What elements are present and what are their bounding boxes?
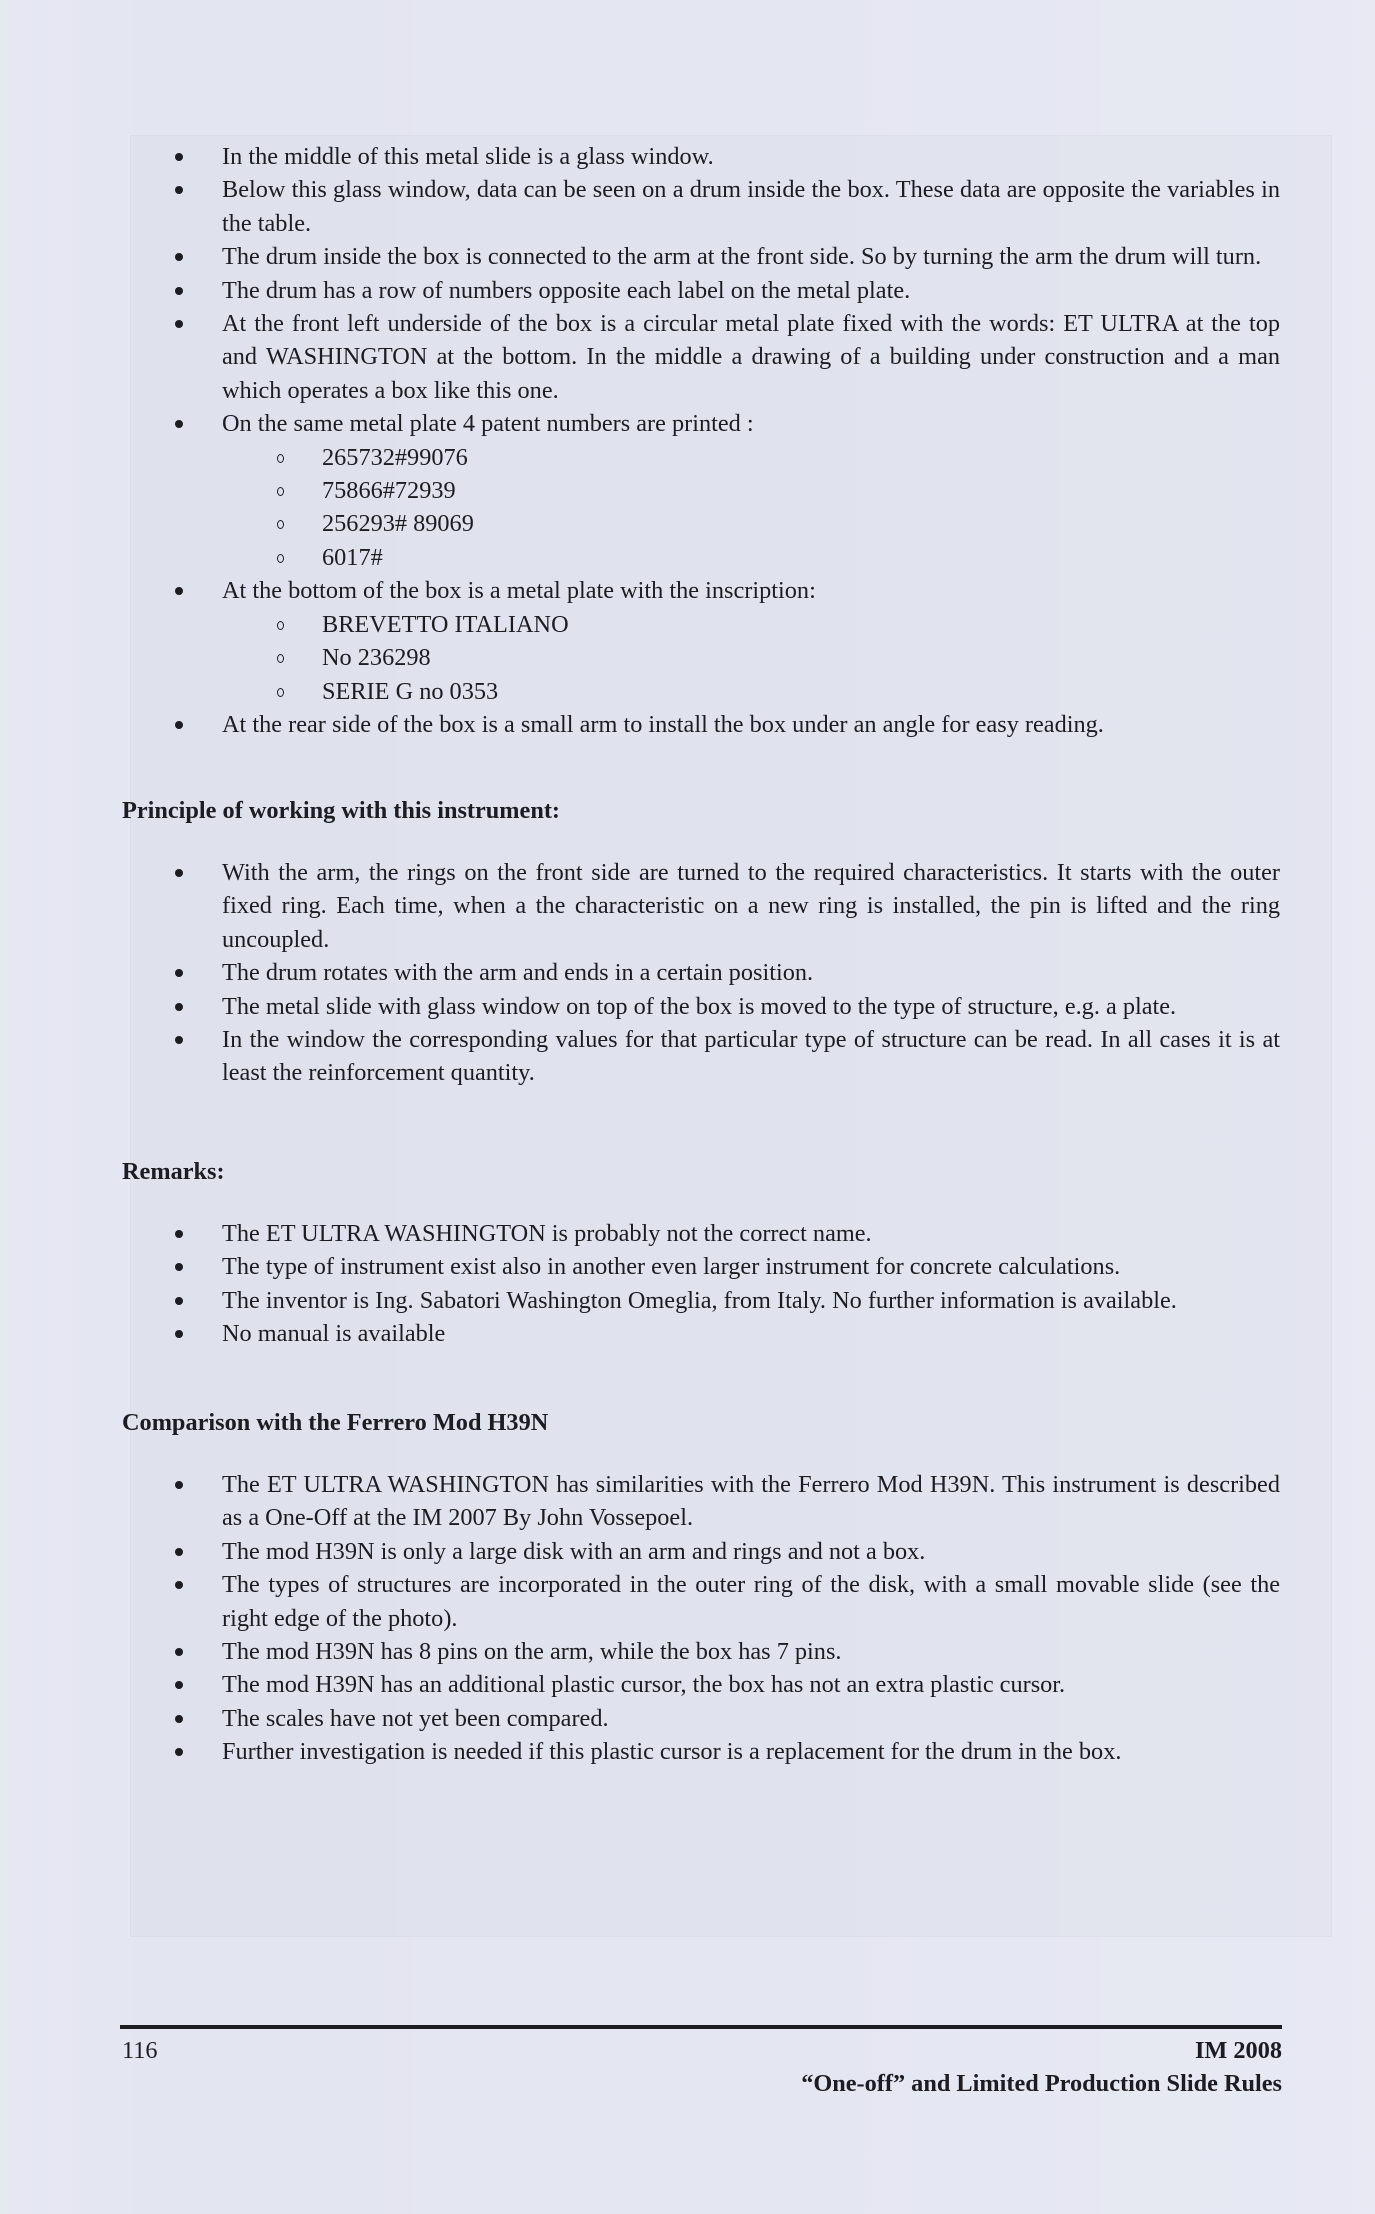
list-item [120, 1535, 1280, 1568]
sub-list-item [220, 474, 1280, 507]
patent-numbers-list [220, 441, 1280, 575]
list-item [120, 1284, 1280, 1317]
list-item [120, 1250, 1280, 1283]
principle-list [120, 856, 1280, 1090]
list-item-text: Further investigation is needed if this plastic cursor is a replacement for the drum in the box. [222, 1738, 1122, 1766]
section-heading-comparison: Comparison with the Ferrero Mod H39N [122, 1409, 549, 1436]
list-item [120, 956, 1280, 989]
inscription-line: BREVETTO ITALIANO [322, 610, 569, 638]
circle-bullet-icon [277, 654, 284, 663]
patent-number: 75866#72939 [322, 477, 456, 505]
circle-bullet-icon [277, 520, 284, 529]
list-item-text: On the same metal plate 4 patent numbers are printed : [222, 410, 754, 438]
list-item [120, 274, 1280, 307]
remarks-list [120, 1217, 1280, 1351]
bullet-icon [175, 1230, 183, 1238]
list-item-text: The mod H39N is only a large disk with an arm and rings and not a box. [222, 1537, 926, 1565]
patent-number: 265732#99076 [322, 443, 468, 471]
list-item [120, 1735, 1280, 1768]
list-item-text: In the window the corresponding values for that particular type of structure can be read. In all cases it is at least the reinforcement quantity. [222, 1026, 1280, 1087]
list-item-text: The drum has a row of numbers opposite each label on the metal plate. [222, 276, 911, 304]
list-item-text: At the rear side of the box is a small arm to install the box under an angle for easy reading. [222, 710, 1104, 738]
list-item [120, 1668, 1280, 1701]
sub-list-item [220, 541, 1280, 574]
list-item-text: The ET ULTRA WASHINGTON is probably not the correct name. [222, 1220, 872, 1247]
sub-list-item [220, 641, 1280, 674]
bullet-icon [175, 869, 183, 877]
bullet-icon [175, 1003, 183, 1011]
list-item [120, 1023, 1280, 1090]
bullet-icon [175, 1263, 183, 1271]
inscription-list [220, 608, 1280, 708]
list-item [120, 1217, 1280, 1250]
publication-title: IM 2008 [1194, 2037, 1282, 2064]
bullet-icon [175, 287, 183, 295]
sub-list-item [220, 675, 1280, 708]
patent-number: 6017# [322, 543, 383, 571]
list-item-text: In the middle of this metal slide is a glass window. [222, 143, 714, 170]
list-item [120, 1702, 1280, 1735]
page-number: 116 [122, 2037, 158, 2064]
list-item [120, 1635, 1280, 1668]
bullet-icon [175, 153, 183, 161]
list-item-text: The drum inside the box is connected to the arm at the front side. So by turning the arm the drum will turn. [222, 243, 1262, 271]
bullet-icon [175, 1748, 183, 1756]
list-item [120, 574, 1280, 708]
list-item [120, 173, 1280, 240]
bullet-icon [175, 1581, 183, 1589]
list-item [120, 307, 1280, 407]
bullet-icon [175, 1481, 183, 1489]
footer-divider [120, 2025, 1282, 2029]
intro-list [120, 140, 1280, 741]
circle-bullet-icon [277, 621, 284, 630]
sub-list-item [220, 507, 1280, 540]
list-item [120, 990, 1280, 1023]
bullet-icon [175, 1681, 183, 1689]
list-item [120, 1468, 1280, 1535]
bullet-icon [175, 1036, 183, 1044]
circle-bullet-icon [277, 487, 284, 496]
bullet-icon [175, 1297, 183, 1305]
list-item-text: The scales have not yet been compared. [222, 1704, 609, 1732]
sub-list-item [220, 441, 1280, 474]
list-item-text: Below this glass window, data can be seen on a drum inside the box. These data are opposite the variables in the table. [222, 176, 1280, 237]
list-item-text: No manual is available [222, 1320, 446, 1348]
list-item-text: With the arm, the rings on the front side are turned to the required characteristics. It starts with the outer fixed ring. Each time, when a the characteristic on a new ring is installed, the pin is lifted and the ring uncoupled. [222, 859, 1280, 953]
list-item [120, 856, 1280, 956]
inscription-line: No 236298 [322, 644, 431, 672]
list-item [120, 240, 1280, 273]
bullet-icon [175, 186, 183, 194]
section-heading-principle: Principle of working with this instrument: [122, 797, 561, 824]
list-item [120, 140, 1280, 173]
inscription-line: SERIE G no 0353 [322, 677, 499, 705]
list-item-text: The mod H39N has 8 pins on the arm, while the box has 7 pins. [222, 1638, 842, 1666]
bullet-icon [175, 320, 183, 328]
bullet-icon [175, 1715, 183, 1723]
list-item-text: The drum rotates with the arm and ends in a certain position. [222, 959, 814, 987]
list-item-text: The mod H39N has an additional plastic cursor, the box has not an extra plastic cursor. [222, 1671, 1066, 1699]
bullet-icon [175, 969, 183, 977]
footer-publication-block [801, 2034, 1282, 2100]
bullet-icon [175, 420, 183, 428]
comparison-list [120, 1468, 1280, 1769]
list-item-text: At the front left underside of the box is a circular metal plate fixed with the words: ET ULTRA at the top and WASHINGTON at the bottom. In the middle a drawing of a building under construction and a man which operates a box like this one. [222, 310, 1280, 404]
section-heading-remarks: Remarks: [122, 1158, 225, 1185]
list-item [120, 1568, 1280, 1635]
circle-bullet-icon [277, 554, 284, 563]
bullet-icon [175, 1648, 183, 1656]
list-item [120, 407, 1280, 574]
patent-number: 256293# 89069 [322, 510, 474, 538]
publication-subtitle: “One-off” and Limited Production Slide Rules [801, 2070, 1282, 2097]
list-item-text: The type of instrument exist also in another even larger instrument for concrete calculations. [222, 1253, 1121, 1281]
circle-bullet-icon [277, 454, 284, 463]
bullet-icon [175, 253, 183, 261]
list-item [120, 708, 1280, 741]
list-item-text: At the bottom of the box is a metal plate with the inscription: [222, 577, 816, 605]
list-item [120, 1317, 1280, 1350]
list-item-text: The inventor is Ing. Sabatori Washington Omeglia, from Italy. No further information is available. [222, 1286, 1177, 1314]
list-item-text: The types of structures are incorporated in the outer ring of the disk, with a small movable slide (see the right edge of the photo). [222, 1571, 1280, 1632]
bullet-icon [175, 1330, 183, 1338]
list-item-text: The ET ULTRA WASHINGTON has similarities with the Ferrero Mod H39N. This instrument is described as a One-Off at the IM 2007 By John Vossepoel. [222, 1471, 1280, 1532]
bullet-icon [175, 587, 183, 595]
bullet-icon [175, 721, 183, 729]
sub-list-item [220, 608, 1280, 641]
list-item-text: The metal slide with glass window on top of the box is moved to the type of structure, e.g. a plate. [222, 992, 1177, 1020]
bullet-icon [175, 1548, 183, 1556]
circle-bullet-icon [277, 688, 284, 697]
